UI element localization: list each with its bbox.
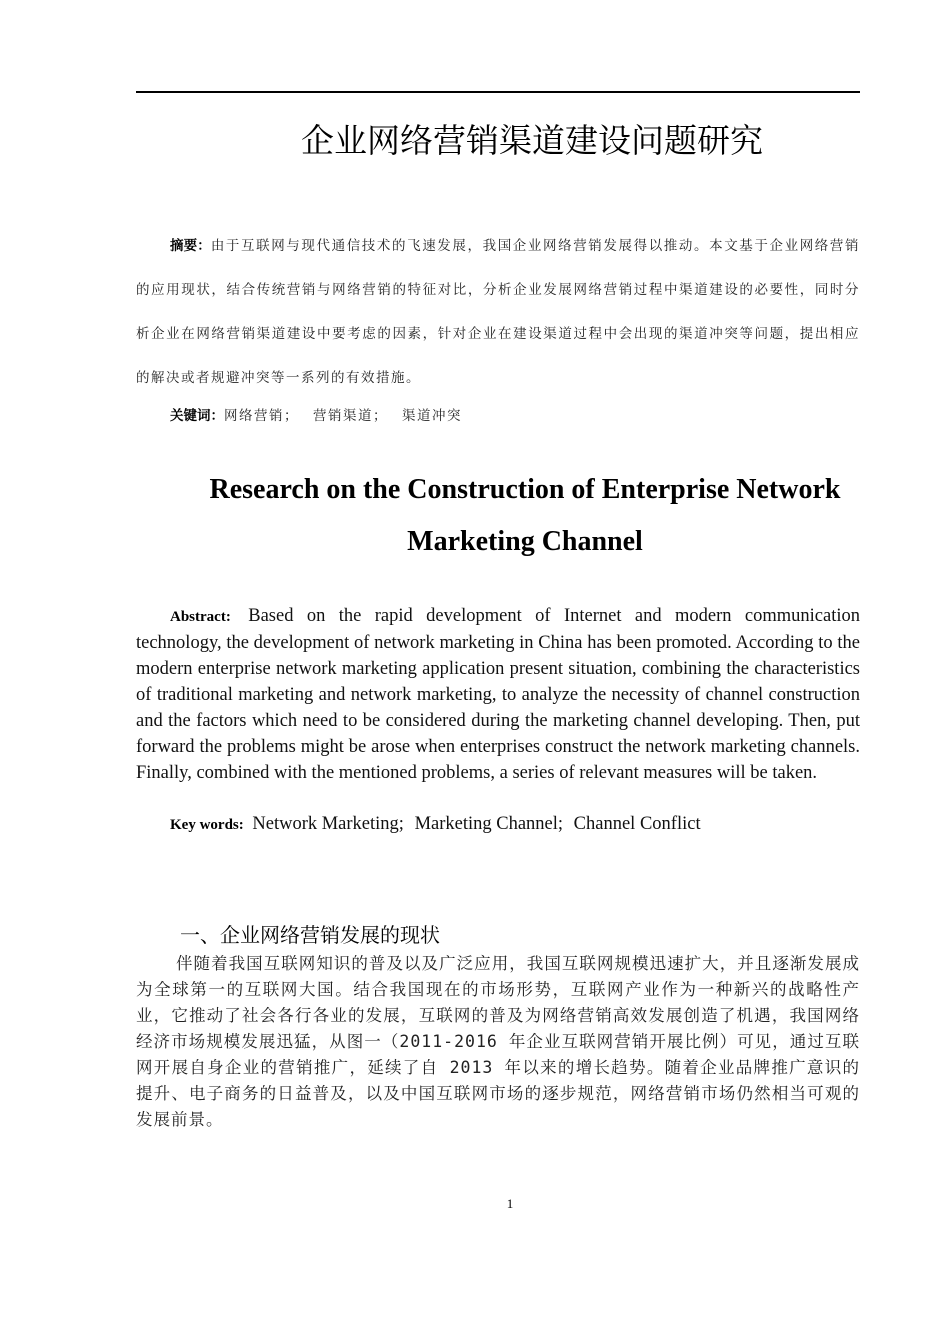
english-abstract	[136, 603, 860, 786]
page-number: 1	[506, 1196, 514, 1211]
chinese-keywords	[170, 394, 860, 438]
chinese-abstract-label: 摘要：	[170, 238, 211, 254]
english-keywords-label: Key words:	[170, 817, 244, 833]
chinese-keywords-label: 关键词：	[170, 408, 224, 424]
chinese-abstract	[136, 224, 860, 400]
section-heading: 一、企业网络营销发展的现状	[180, 923, 440, 947]
chinese-keyword: 网络营销；	[224, 408, 299, 424]
chinese-keyword: 渠道冲突	[402, 408, 462, 424]
english-keyword: Network Marketing;	[252, 814, 404, 834]
english-title: Research on the Construction of Enterprise Network Marketing Channel	[209, 474, 841, 557]
chinese-abstract-text: 由于互联网与现代通信技术的飞速发展，我国企业网络营销发展得以推动。本文基于企业网络营销的应用现状，结合传统营销与网络营销的特征对比，分析企业发展网络营销过程中渠道建设的必要性，同时分析企业在网络营销渠道建设中要考虑的因素，针对企业在建设渠道过程中会出现的渠道冲突等问题，提出相应的解决或者规避冲突等一系列的有效措施。	[136, 238, 861, 386]
english-abstract-label: Abstract:	[170, 609, 231, 625]
header-rule	[136, 91, 860, 93]
section-body: 伴随着我国互联网知识的普及以及广泛应用，我国互联网规模迅速扩大，并且逐渐发展成为全球第一的互联网大国。结合我国现在的市场形势，互联网产业作为一种新兴的战略性产业，它推动了社会各行各业的发展，互联网的普及为网络营销高效发展创造了机遇，我国网络经济市场规模发展迅猛，从图一（2011-2016 年企业互联网营销开展比例）可见，通过互联网开展自身企业的营销推广，延续了自 2013 年以来的增长趋势。随着企业品牌推广意识的提升、电子商务的日益普及，以及中国互联网市场的逐步规范，网络营销市场仍然相当可观的发展前景。	[136, 954, 860, 1129]
chinese-title: 企业网络营销渠道建设问题研究	[301, 121, 763, 160]
chinese-keyword: 营销渠道；	[313, 408, 388, 424]
english-keyword: Channel Conflict	[573, 814, 701, 834]
english-abstract-text: Based on the rapid development of Internet and modern communication technology, the development of network marketing in China has been promoted. According to the modern enterprise network marketing application present situation, combining the characteristics of traditional marketing and network marketing, to analyze the necessity of channel construction and the factors which need to be considered during the marketing channel developing. Then, put forward the problems might be arose when enterprises construct the network marketing channels. Finally, combined with the mentioned problems, a series of relevant measures will be taken.	[136, 606, 860, 783]
english-keywords	[170, 811, 860, 838]
english-keyword: Marketing Channel;	[414, 814, 564, 834]
